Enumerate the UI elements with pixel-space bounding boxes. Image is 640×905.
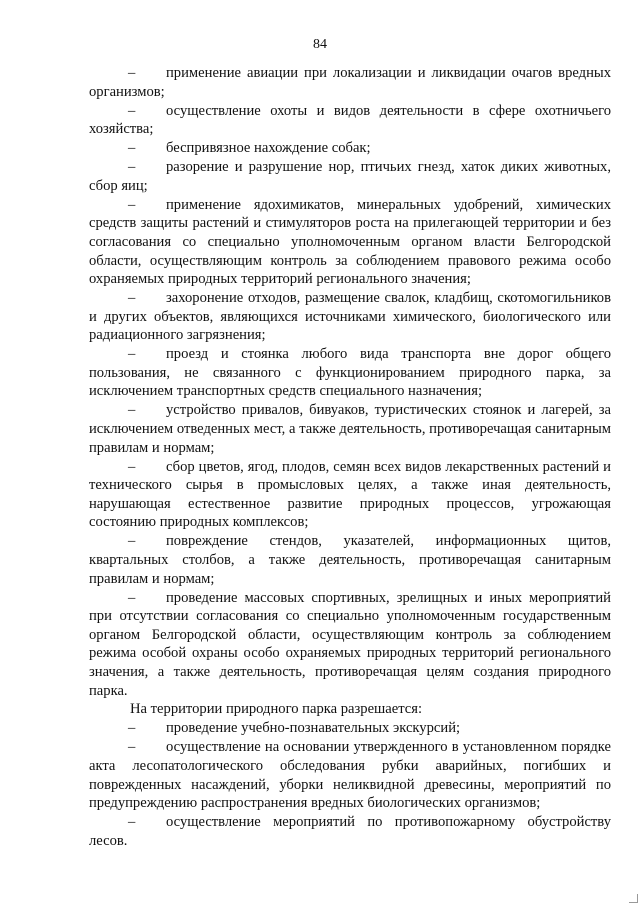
list-dash: – [128, 65, 136, 81]
list-dash: – [128, 720, 136, 737]
list-item [89, 102, 611, 139]
list-item [89, 345, 611, 401]
list-item [89, 458, 611, 532]
list-item-text: беспривязное нахождение собак; [166, 140, 371, 157]
list-dash: – [128, 739, 136, 756]
list-item-text: захоронение отходов, размещение свалок, кладбищ, скотомогильников и других объектов, являющихся источниками химического, биологического или радиационного загрязнения; [89, 290, 611, 344]
list-item-text: проведение учебно-познавательных экскурсий; [166, 720, 461, 737]
permitted-intro: На территории природного парка разрешается: [130, 701, 423, 718]
list-item-text: разорение и разрушение нор, птичьих гнезд, хаток диких животных, сбор яиц; [89, 159, 611, 194]
list-item [89, 813, 611, 850]
list-dash: – [128, 814, 136, 831]
scan-corner-mark [629, 894, 638, 903]
list-item-text: повреждение стендов, указателей, информационных щитов, квартальных столбов, а также деятельность, противоречащая санитарным правилам и нормам; [89, 533, 611, 587]
page-number: 84 [313, 37, 327, 52]
list-dash: – [128, 458, 136, 475]
list-dash: – [128, 533, 136, 550]
list-item-text: устройство привалов, бивуаков, туристических стоянок и лагерей, за исключением отведенных мест, а также деятельность, противоречащая санитарным правилам и нормам; [89, 402, 611, 456]
list-item [89, 64, 611, 101]
list-dash: – [128, 102, 136, 119]
list-dash: – [128, 402, 136, 419]
list-item-text: осуществление на основании утвержденного в установленном порядке акта лесопатологического обследования рубки аварийных, погибших и поврежденных насаждений, уборки неликвидной древесины, мероприятий по предупреждению распространения вредных биологических организмов; [89, 739, 611, 812]
list-item [89, 139, 611, 158]
document-body [89, 64, 611, 851]
list-item [89, 719, 611, 738]
permitted-list [89, 719, 611, 850]
list-dash: – [128, 346, 136, 363]
list-item [89, 158, 611, 195]
list-item-text: проведение массовых спортивных, зрелищных и иных мероприятий при отсутствии согласования со специально уполномоченным государственным органом Белгородской области, осуществляющим контроль за соблюдением режима особой охраны особо охраняемых природных территорий регионального значения, а также деятельность, противоречащая целям создания природного парка. [89, 589, 611, 699]
list-item-text: применение авиации при локализации и ликвидации очагов вредных организмов; [89, 65, 611, 100]
list-item-text: применение ядохимикатов, минеральных удобрений, химических средств защиты растений и стимуляторов роста на прилегающей территории и без согласования со специально уполномоченным органом власти Белгородской области, осуществляющим контроль за соблюдением правового режима особо охраняемых природных территорий регионального значения; [89, 196, 611, 288]
list-dash: – [128, 196, 136, 213]
prohibited-list [89, 64, 611, 700]
list-item [89, 738, 611, 812]
list-item-text: осуществление охоты и видов деятельности в сфере охотничьего хозяйства; [89, 102, 611, 138]
list-dash: – [128, 140, 136, 157]
list-item-text: сбор цветов, ягод, плодов, семян всех видов лекарственных растений и технического сырья в промысловых целях, а также иная деятельность, нарушающая естественное развитие природных процессов, угрожающая состоянию природных комплексов; [89, 458, 611, 531]
list-item [89, 532, 611, 588]
list-item [89, 196, 611, 289]
list-dash: – [128, 159, 136, 176]
list-dash: – [128, 290, 136, 307]
list-item-text: проезд и стоянка любого вида транспорта вне дорог общего пользования, не связанного с функционированием природного парка, за исключением транспортных средств специального назначения; [89, 346, 611, 400]
list-item [89, 289, 611, 345]
list-item [89, 401, 611, 457]
list-item [89, 589, 611, 701]
list-item-text: осуществление мероприятий по противопожарному обустройству лесов. [89, 814, 611, 849]
list-dash: – [128, 589, 136, 606]
